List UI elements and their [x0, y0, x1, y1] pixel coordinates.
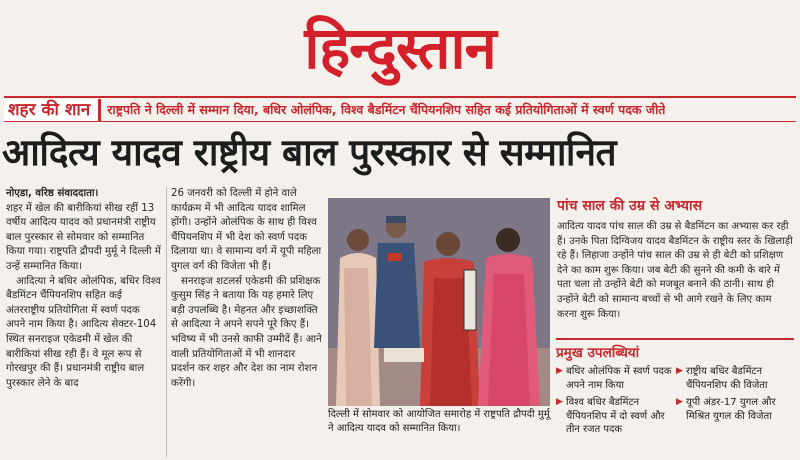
article-column-1: [6, 187, 162, 457]
section-tag-bar: [4, 96, 796, 122]
achievement-item: [676, 365, 794, 392]
achievement-text: बधिर ओलंपिक में स्वर्ण पदक अपने नाम किया: [566, 366, 672, 391]
achievement-text: यूपी अंडर-17 युगल और मिश्रित युगल की विजेता: [686, 397, 776, 422]
award-ceremony-photo: [328, 198, 550, 406]
dateline: नोएडा, वरिष्ठ संवाददाता।: [6, 188, 99, 199]
achievements-box: [556, 338, 794, 450]
achievement-item: [676, 396, 794, 437]
kicker-strip: राष्ट्रपति ने दिल्ली में सम्मान दिया, बधिर ओलंपिक, विश्व बैडमिंटन चैंपियनशिप सहित कई प्रतियोगिताओं में स्वर्ण पदक जीते: [107, 102, 666, 117]
triangle-bullet-icon: ▶: [676, 397, 683, 407]
triangle-bullet-icon: ▶: [676, 366, 683, 376]
achievements-list: [556, 365, 794, 437]
photo-caption: दिल्ली में सोमवार को आयोजित समारोह में राष्ट्रपति द्रौपदी मुर्मू ने आदित्य यादव को सम्मानित किया।: [328, 409, 550, 434]
triangle-bullet-icon: ▶: [556, 397, 563, 407]
article-paragraph: सनराइज शटलर्स एकेडमी की प्रशिक्षक कुसुम सिंह ने बताया कि यह हमारे लिए बड़ी उपलब्धि है। मेहनत और इच्छाशक्ति से आदित्या ने अपने सपने पूरे किए हैं। भविष्य में भी उनसे काफी उम्मीदें हैं। आने वाली प्रतियोगिताओं में भी शानदार प्रदर्शन कर शहर और देश का नाम रोशन करेंगी।: [171, 275, 322, 389]
article-column-2: [166, 187, 322, 457]
article-headline: आदित्य यादव राष्ट्रीय बाल पुरस्कार से सम्मानित: [2, 131, 617, 174]
triangle-bullet-icon: ▶: [556, 366, 563, 376]
achievement-item: [556, 365, 674, 392]
achievement-text: विश्व बधिर बैडमिंटन चैंपियनशिप में दो स्वर्ण और तीन रजत पदक: [566, 397, 665, 435]
ceremony-illustration: [328, 198, 550, 406]
achievement-item: [556, 396, 674, 437]
masthead: [0, 0, 800, 90]
newspaper-logo: हिन्दुस्तान: [304, 13, 496, 82]
sidebar-text: आदित्य यादव पांच साल की उम्र से बैडमिंटन का अभ्यास कर रही हैं। उनके पिता दिग्विजय यादव बैडमिंटन के राष्ट्रीय स्तर के खिलाड़ी रहे हैं। लिहाजा उन्होंने पांच साल की उम्र से ही बेटी को प्रशिक्षण देने का काम शुरू किया। जब बेटी की सुनने की कमी के बारे में पता चला तो उन्होंने बेटी को मजबूत बनाने की ठानी। साथ ही उन्होंने बेटी को सामान्य बच्चों से भी आगे रखने के लिए काम करना शुरू किया।: [557, 221, 793, 320]
achievement-text: राष्ट्रीय बधिर बैडमिंटन चैंपियनशिप की विजेता: [686, 366, 768, 391]
article-paragraph: आदित्या ने बधिर ओलंपिक, बधिर विश्व बैडमिंटन चैंपियनशिप सहित कई अंतरराष्ट्रीय प्रतियोगिता में स्वर्ण पदक अपने नाम किया है। आदित्य सेक्टर-104 स्थित सनराइज एकेडमी में खेल की बारीकियां सीख रही हैं। वे मूल रूप से गोरखपुर की हैं। प्रधानमंत्री राष्ट्रीय बाल पुरस्कार लेने के बाद: [6, 275, 161, 389]
achievements-heading: प्रमुख उपलब्धियां: [556, 345, 640, 361]
article-paragraph: 26 जनवरी को दिल्ली में होने वाले कार्यक्रम में भी आदित्य यादव शामिल होंगी। उन्होंने ओलंपिक के साथ ही विश्व चैंपियनशिप में भी देश को स्वर्ण पदक दिलाया था। वे सामान्य वर्ग में यूपी महिला युगल वर्ग की विजेता भी हैं।: [171, 188, 322, 272]
section-tag: शहर की शान: [4, 99, 101, 121]
article-paragraph: शहर में खेल की बारीकियां सीख रहीं 13 वर्षीय आदित्य यादव को प्रधानमंत्री राष्ट्रीय बाल पुरस्कार से सोमवार को सम्मानित किया गया। राष्ट्रपति द्रौपदी मुर्मू ने दिल्ली में उन्हें सम्मानित किया।: [6, 202, 161, 272]
sidebar-heading: पांच साल की उम्र से अभ्यास: [557, 198, 703, 214]
